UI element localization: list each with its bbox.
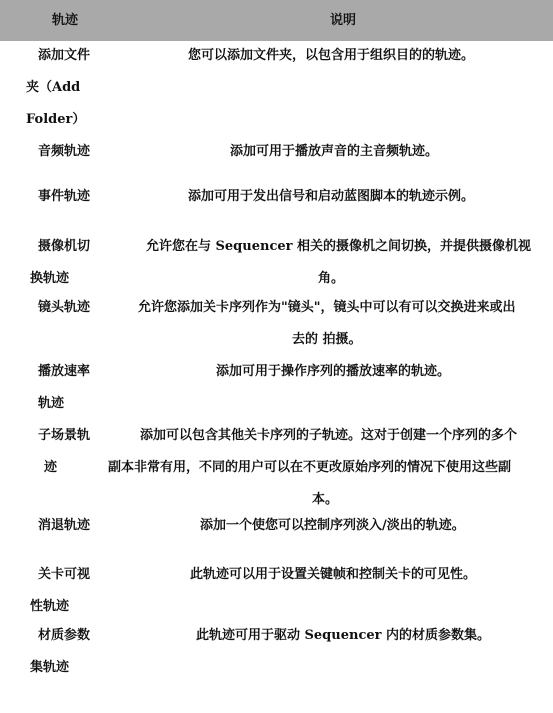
track-description: 允许您添加关卡序列作为"镜头"，镜头中可以有可以交换进来或出 — [138, 300, 516, 315]
track-name: 子场景轨 — [38, 428, 91, 443]
track-name: 添加文件 — [38, 48, 91, 63]
track-description: 副本非常有用，不同的用户可以在不更改原始序列的情况下使用这些副 — [108, 460, 512, 475]
track-name: 轨迹 — [38, 396, 65, 411]
track-name: 事件轨迹 — [38, 189, 91, 204]
track-description: 允许您在与 Sequencer 相关的摄像机之间切换，并提供摄像机视 — [146, 239, 532, 254]
track-description: 去的 拍摄。 — [292, 332, 362, 347]
track-name: 材质参数 — [38, 628, 91, 643]
track-description: 本。 — [312, 492, 339, 507]
track-name: 播放速率 — [38, 364, 91, 379]
header-description: 说明 — [330, 13, 357, 28]
track-name: 关卡可视 — [38, 567, 91, 582]
track-name: 夹（Add — [26, 80, 81, 95]
track-description: 添加可用于操作序列的播放速率的轨迹。 — [216, 364, 451, 379]
track-name: 消退轨迹 — [38, 518, 91, 533]
track-description: 此轨迹可以用于设置关键帧和控制关卡的可见性。 — [190, 567, 477, 582]
track-description: 添加可用于发出信号和启动蓝图脚本的轨迹示例。 — [188, 189, 475, 204]
track-name: Folder） — [26, 112, 86, 127]
track-description: 添加可以包含其他关卡序列的子轨迹。这对于创建一个序列的多个 — [140, 428, 518, 443]
track-name: 集轨迹 — [30, 660, 70, 675]
track-description: 添加一个使您可以控制序列淡入/淡出的轨迹。 — [200, 518, 465, 533]
track-description: 此轨迹可用于驱动 Sequencer 内的材质参数集。 — [196, 628, 491, 643]
table-header — [0, 0, 553, 41]
track-name: 迹 — [44, 460, 58, 475]
track-name: 换轨迹 — [30, 271, 70, 286]
track-description: 添加可用于播放声音的主音频轨迹。 — [230, 144, 439, 159]
track-name: 镜头轨迹 — [38, 300, 91, 315]
track-description: 角。 — [318, 271, 345, 286]
track-name: 性轨迹 — [30, 599, 70, 614]
track-name: 音频轨迹 — [38, 144, 91, 159]
header-track: 轨迹 — [52, 13, 79, 28]
track-description: 您可以添加文件夹，以包含用于组织目的的轨迹。 — [188, 48, 475, 63]
track-name: 摄像机切 — [38, 239, 91, 254]
